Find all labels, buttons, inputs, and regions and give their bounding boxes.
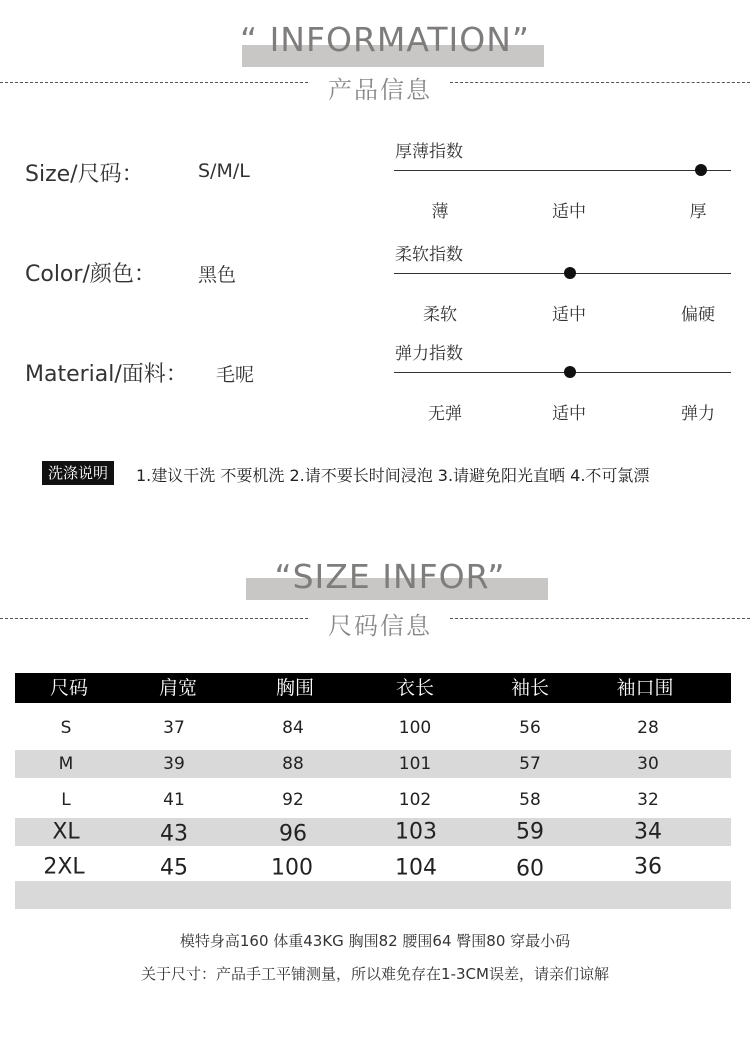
table-cell: S <box>60 718 72 738</box>
table-cell: M <box>58 754 74 774</box>
table-cell: 92 <box>282 790 304 810</box>
material-label: Material/面料： <box>25 362 188 387</box>
table-cell: 28 <box>637 718 659 738</box>
divider-left <box>0 82 308 83</box>
table-cell: 60 <box>516 856 544 882</box>
thickness-label-high: 厚 <box>689 202 707 222</box>
thickness-label-mid: 适中 <box>552 202 586 222</box>
table-cell: 102 <box>398 790 432 810</box>
table-cell: 59 <box>516 819 544 845</box>
column-header: 肩宽 <box>158 677 198 699</box>
divider-left-2 <box>0 618 308 619</box>
table-cell: 32 <box>637 790 659 810</box>
color-value: 黑色 <box>198 264 237 286</box>
softness-index-marker <box>564 267 576 279</box>
table-cell: 103 <box>395 819 437 845</box>
elasticity-label-mid: 适中 <box>552 404 586 424</box>
elasticity-index-marker <box>564 366 576 378</box>
column-header: 袖长 <box>510 677 550 699</box>
material-value: 毛呢 <box>216 364 255 386</box>
elasticity-label-high: 弹力 <box>681 404 715 424</box>
size-value: S/M/L <box>198 160 250 182</box>
table-cell: XL <box>52 819 80 845</box>
size-info-title: “SIZE INFOR” <box>274 557 506 596</box>
softness-label-low: 柔软 <box>423 305 457 325</box>
table-cell: 39 <box>163 754 185 774</box>
table-cell: 100 <box>271 855 313 881</box>
table-cell: 34 <box>634 819 662 845</box>
softness-index-scale <box>394 273 731 274</box>
color-label: Color/颜色： <box>25 262 156 287</box>
table-cell: 45 <box>160 855 188 881</box>
softness-index-title: 柔软指数 <box>395 245 463 265</box>
softness-label-mid: 适中 <box>552 305 586 325</box>
wash-instructions-text: 1.建议干洗 不要机洗 2.请不要长时间浸泡 3.请避免阳光直晒 4.不可氯漂 <box>136 466 650 485</box>
elasticity-label-low: 无弹 <box>428 404 462 424</box>
softness-label-high: 偏硬 <box>681 305 715 325</box>
wash-instructions-tag: 洗涤说明 <box>42 461 114 485</box>
information-subtitle: 产品信息 <box>328 76 432 104</box>
table-row-stripe <box>15 818 731 846</box>
size-info-subtitle: 尺码信息 <box>328 612 432 640</box>
model-note: 模特身高160 体重43KG 胸围82 腰围64 臀围80 穿最小码 <box>179 932 571 950</box>
table-cell: 41 <box>163 790 185 810</box>
divider-right <box>450 82 750 83</box>
column-header: 衣长 <box>395 677 435 699</box>
table-cell: L <box>61 790 71 810</box>
table-row-stripe <box>15 750 731 778</box>
table-cell: 101 <box>398 754 432 774</box>
table-cell: 43 <box>160 821 188 847</box>
thickness-index-title: 厚薄指数 <box>395 142 463 162</box>
column-header: 胸围 <box>275 677 315 699</box>
thickness-index-scale <box>394 170 731 171</box>
table-cell: 2XL <box>43 854 85 880</box>
elasticity-index-scale <box>394 372 731 373</box>
elasticity-index-title: 弹力指数 <box>395 344 463 364</box>
thickness-index-marker <box>695 164 707 176</box>
table-cell: 100 <box>398 718 432 738</box>
table-cell: 58 <box>519 790 541 810</box>
column-header: 尺码 <box>49 677 89 699</box>
table-cell: 36 <box>634 854 662 880</box>
thickness-label-low: 薄 <box>431 202 449 222</box>
measurement-note: 关于尺寸：产品手工平铺测量，所以难免存在1-3CM误差，请亲们谅解 <box>141 965 609 983</box>
table-row-stripe <box>15 881 731 909</box>
table-cell: 88 <box>282 754 304 774</box>
size-table-header <box>15 673 731 703</box>
divider-right-2 <box>450 618 750 619</box>
table-cell: 57 <box>519 754 541 774</box>
table-cell: 56 <box>519 718 541 738</box>
table-cell: 96 <box>279 821 307 847</box>
information-title: “ INFORMATION” <box>239 20 531 59</box>
table-cell: 84 <box>282 718 304 738</box>
column-header: 袖口围 <box>616 677 674 699</box>
size-label: Size/尺码： <box>25 162 144 187</box>
table-cell: 37 <box>163 718 185 738</box>
table-cell: 104 <box>395 855 437 881</box>
table-cell: 30 <box>637 754 659 774</box>
